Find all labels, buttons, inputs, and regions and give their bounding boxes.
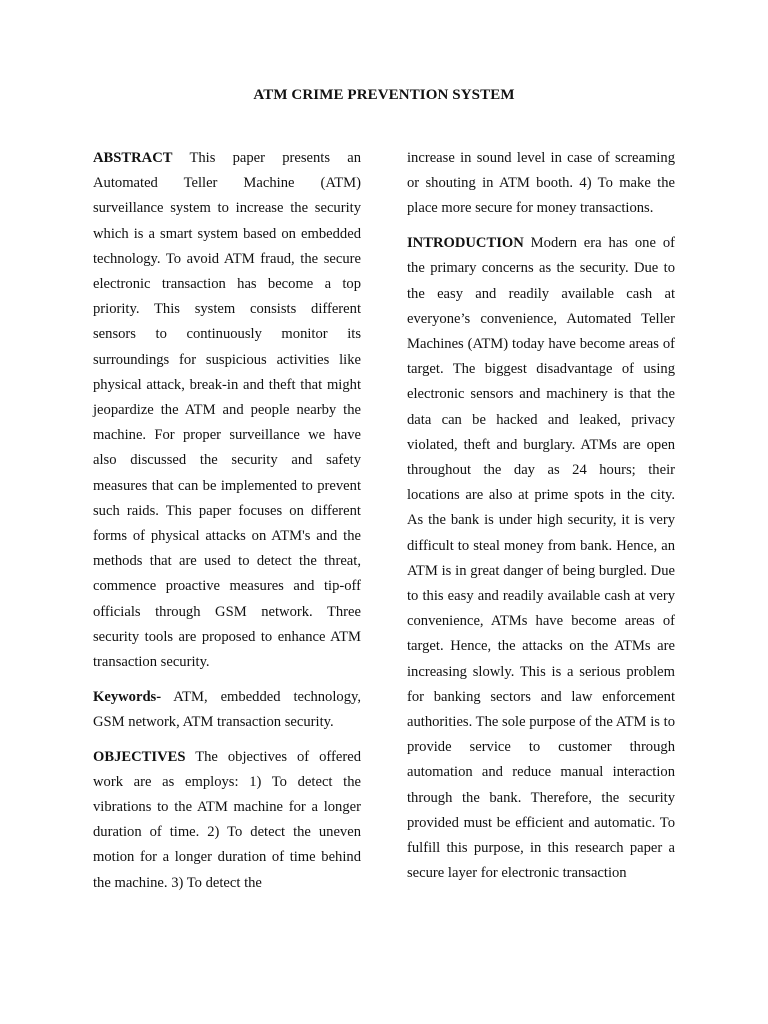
introduction-heading: INTRODUCTION [407, 235, 524, 252]
left-column [93, 146, 361, 905]
abstract-text: This paper presents an Automated Teller Machine (ATM) surveillance system to increase the security which is a smart system based on embedded technology. To avoid ATM fraud, the secure electronic transaction has become a top priority. This system consists different sensors to continuously monitor its surroundings for suspicious activities like physical attack, break-in and theft that might jeopardize the ATM and people nearby the machine. For proper surveillance we have also discussed the security and safety measures that can be implemented to prevent such raids. This paper focuses on different forms of physical attacks on ATM's and the methods that are used to detect the threat, commence proactive measures and tip-off officials through GSM network. Three security tools are proposed to enhance ATM transaction security. [93, 150, 361, 671]
objectives-paragraph [93, 745, 361, 896]
paper-title: ATM CRIME PREVENTION SYSTEM [253, 87, 515, 103]
keywords-paragraph [93, 685, 361, 735]
objectives-continuation: increase in sound level in case of screaming or shouting in ATM booth. 4) To make the place more secure for money transactions. [407, 150, 675, 217]
keywords-text: ATM, embedded technology, GSM network, ATM transaction security. [93, 688, 362, 730]
introduction-paragraph [407, 231, 675, 886]
right-column [407, 146, 675, 896]
objectives-heading: OBJECTIVES [93, 748, 186, 765]
objectives-text: The objectives of offered work are as employs: 1) To detect the vibrations to the ATM machine for a longer duration of time. 2) To detect the uneven motion for a longer duration of time behind the machine. 3) To detect the [93, 748, 361, 891]
introduction-text: Modern era has one of the primary concerns as the security. Due to the easy and readily available cash at everyone’s convenience, Automated Teller Machines (ATM) today have become areas of target. The biggest disadvantage of using electronic sensors and machinery is that the data can be hacked and leaked, privacy violated, theft and burglary. ATMs are open throughout the day as 24 hours; their locations are also at prime spots in the city. As the bank is under high security, it is very difficult to steal money from bank. Hence, an ATM is in great danger of being burgled. Due to this easy and readily available cash at very convenience, ATMs have become areas of target. Hence, the attacks on the ATMs are increasing slowly. This is a serious problem for banking sectors and law enforcement authorities. The sole purpose of the ATM is to provide service to customer through automation and reduce manual interaction through the bank. Therefore, the security provided must be efficient and automatic. To fulfill this purpose, in this research paper a secure layer for electronic transaction [407, 235, 675, 882]
abstract-paragraph [93, 146, 361, 675]
keywords-heading: Keywords- [93, 688, 162, 705]
abstract-heading: ABSTRACT [93, 150, 173, 166]
